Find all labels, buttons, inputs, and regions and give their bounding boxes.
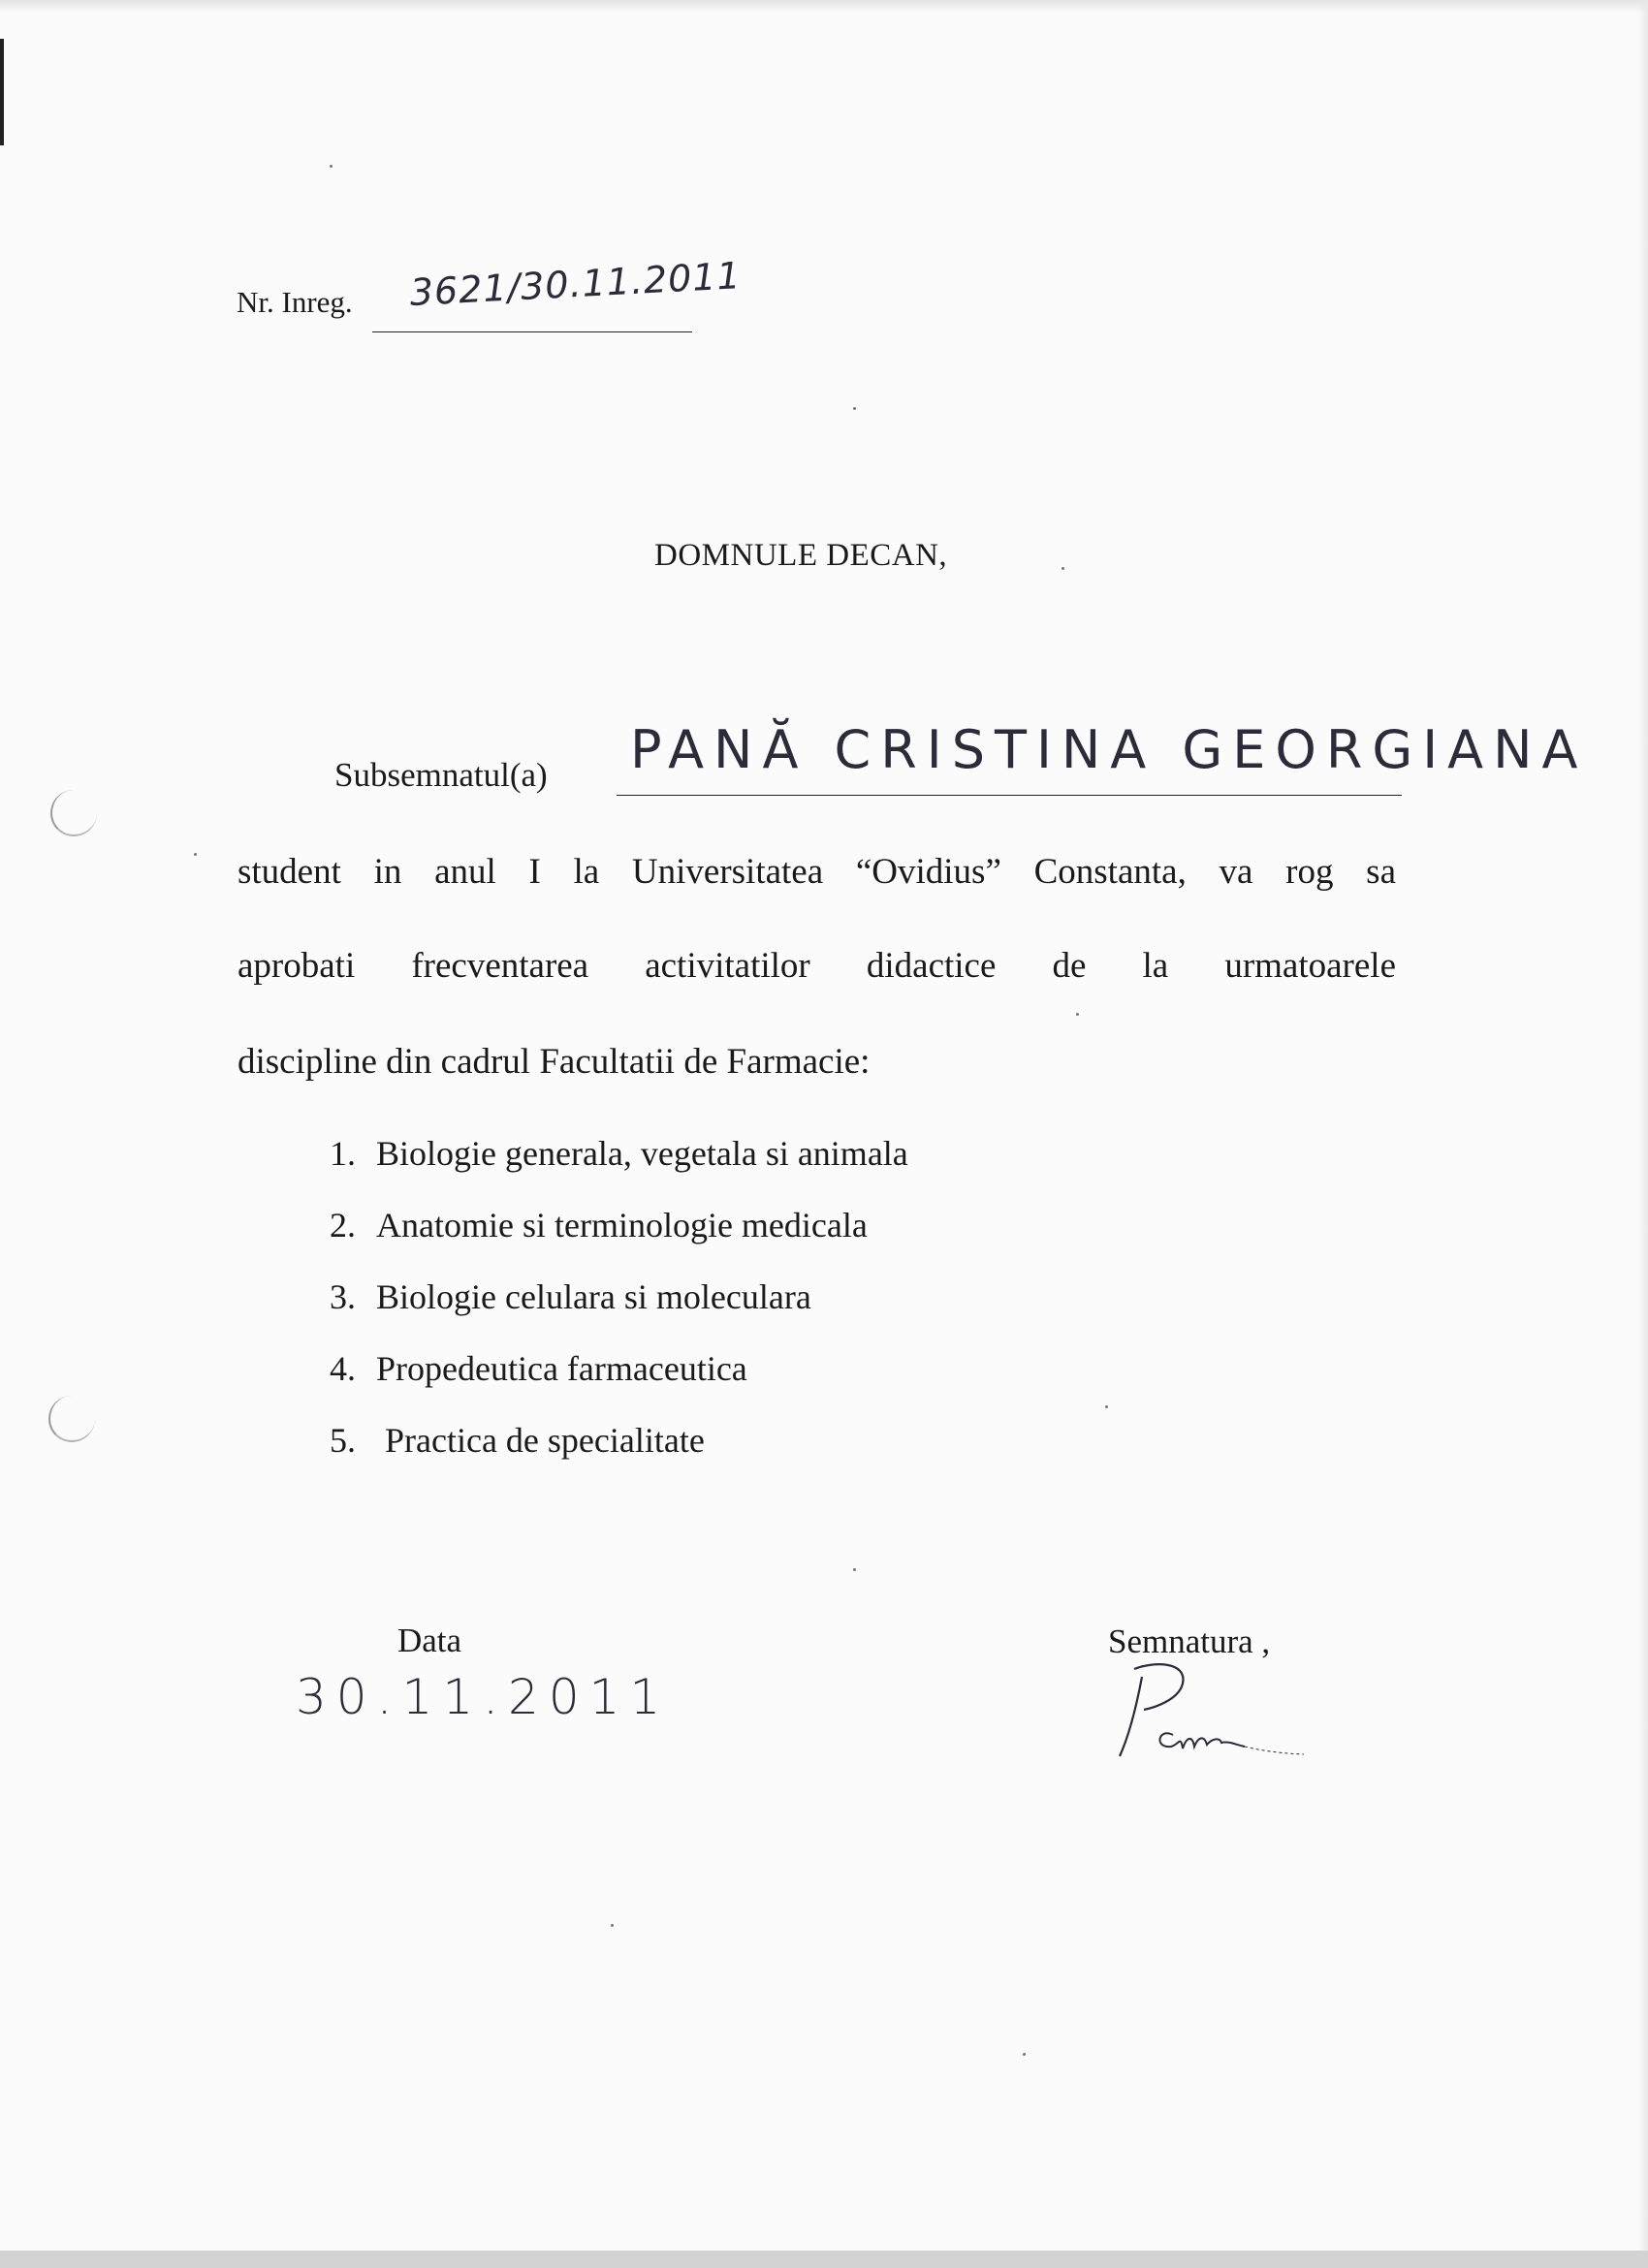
scan-speck (1076, 1013, 1079, 1016)
registration-number-handwritten: 3621/30.11.2011 (408, 254, 743, 314)
scan-speck (1023, 2053, 1026, 2056)
discipline-item (330, 1421, 908, 1493)
handwritten-signature (1115, 1659, 1347, 1766)
disciplines-list (330, 1134, 908, 1493)
scan-speck (611, 1924, 614, 1927)
body-line-2: aprobati frecventarea activitatilor didactice de la urmatoarele (238, 946, 1396, 986)
discipline-item (330, 1134, 908, 1206)
discipline-name: Biologie celulara si moleculara (376, 1277, 811, 1316)
applicant-name-underline (617, 795, 1402, 796)
date-label: Data (397, 1622, 462, 1659)
signature-label: Semnatura , (1108, 1622, 1271, 1660)
scan-speck (1062, 567, 1064, 570)
discipline-name: Anatomie si terminologie medicala (376, 1206, 868, 1244)
punch-hole-mark (48, 1396, 95, 1442)
discipline-name: Biologie generala, vegetala si animala (376, 1134, 908, 1173)
discipline-number: 4. (330, 1349, 356, 1388)
scan-speck (1105, 1405, 1108, 1408)
discipline-number: 5. (330, 1421, 356, 1460)
punch-hole-mark (50, 790, 97, 836)
registration-underline (372, 331, 692, 332)
scan-edge-left (0, 39, 4, 145)
scan-speck (194, 853, 197, 856)
discipline-number: 2. (330, 1206, 356, 1244)
discipline-number: 1. (330, 1134, 356, 1173)
date-handwritten: 30.11.2011 (296, 1669, 671, 1725)
salutation-heading: DOMNULE DECAN, (654, 538, 948, 573)
registration-label: Nr. Inreg. (237, 285, 353, 319)
scan-speck (330, 165, 333, 168)
discipline-item (330, 1349, 908, 1421)
applicant-label: Subsemnatul(a) (334, 756, 548, 794)
scan-speck (853, 1568, 856, 1571)
discipline-number: 3. (330, 1277, 356, 1316)
body-line-3: discipline din cadrul Facultatii de Farmacie: (238, 1042, 871, 1082)
applicant-name-handwritten: PANĂ CRISTINA GEORGIANA (630, 719, 1588, 780)
scan-edge-right (1638, 0, 1648, 2251)
discipline-name: Practica de specialitate (376, 1421, 705, 1460)
discipline-item (330, 1277, 908, 1349)
discipline-item (330, 1206, 908, 1277)
scan-edge-top (0, 0, 1648, 14)
scan-edge-bottom (0, 2251, 1648, 2268)
discipline-name: Propedeutica farmaceutica (376, 1349, 747, 1388)
scan-speck (853, 407, 856, 410)
body-line-1: student in anul I la Universitatea “Ovidius” Constanta, va rog sa (238, 852, 1396, 892)
